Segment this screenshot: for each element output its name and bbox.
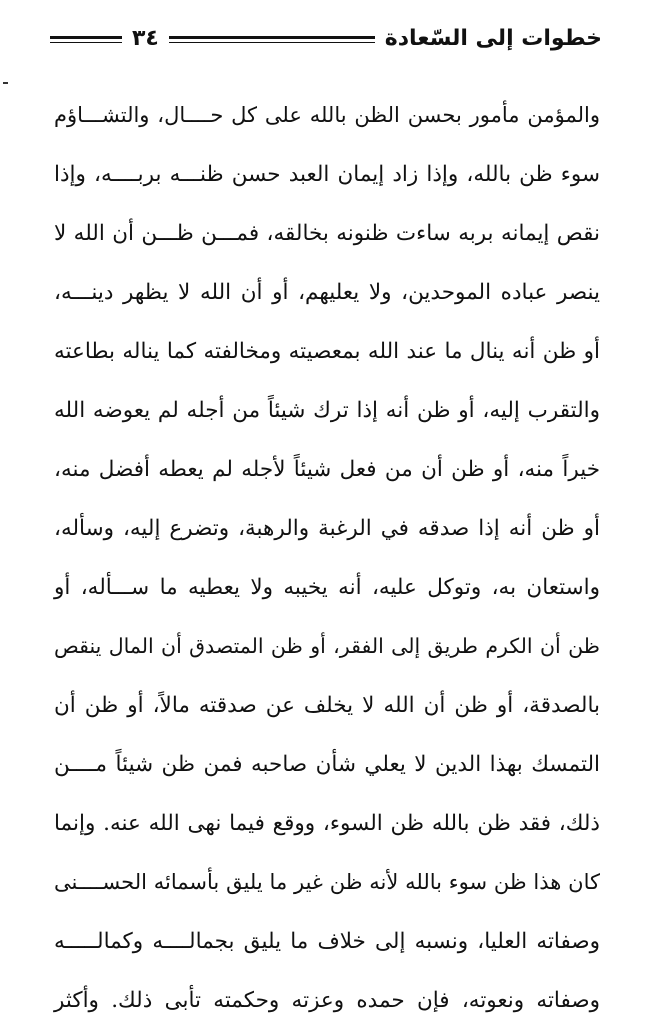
- header-rule-short: [50, 36, 122, 43]
- body-paragraph: [54, 86, 600, 1030]
- book-title: خطوات إلى السّعادة: [384, 26, 602, 51]
- text-line: وصفاته ونعوته، فإن حمده وعزته وحكمته تأبى ذلك. وأكثر: [54, 988, 600, 1013]
- text-line: نقص إيمانه بربه ساءت ظنونه بخالقه، فمـــن ظـــن أن الله لا: [54, 221, 600, 246]
- text-line: خيراً منه، أو ظن أن من فعل شيئاً لأجله لم يعطه أفضل منه،: [54, 457, 600, 482]
- text-line: كان هذا ظن سوء بالله لأنه ظن غير ما يليق بأسمائه الحســــنى: [54, 870, 600, 894]
- header-rule-long: [169, 36, 375, 43]
- scan-margin-mark: [3, 82, 8, 84]
- page-number: ٣٤: [132, 26, 159, 51]
- running-header: [50, 20, 602, 58]
- text-line: ظن أن الكرم طريق إلى الفقر، أو ظن المتصدق أن المال ينقص: [54, 634, 600, 658]
- text-line: التمسك بهذا الدين لا يعلي شأن صاحبه فمن ظن شيئاً مــــن: [54, 752, 600, 777]
- text-line: سوء ظن بالله، وإذا زاد إيمان العبد حسن ظنـــه بربــــه، وإذا: [54, 162, 600, 187]
- text-line: بالصدقة، أو ظن أن الله لا يخلف عن صدقته مالاً، أو ظن أن: [54, 693, 600, 718]
- text-line: والمؤمن مأمور بحسن الظن بالله على كل حــــال، والتشـــاؤم: [54, 103, 600, 127]
- text-line: واستعان به، وتوكل عليه، أنه يخيبه ولا يعطيه ما ســـأله، أو: [54, 575, 600, 600]
- text-line: وصفاته العليا، ونسبه إلى خلاف ما يليق بجمالــــه وكمالـــــه: [54, 929, 600, 954]
- text-line: ذلك، فقد ظن بالله ظن السوء، ووقع فيما نهى الله عنه. وإنما: [54, 811, 600, 836]
- text-line: أو ظن أنه إذا صدقه في الرغبة والرهبة، وتضرع إليه، وسأله،: [54, 516, 600, 541]
- text-line: ينصر عباده الموحدين، ولا يعليهم، أو أن الله لا يظهر دينـــه،: [54, 280, 600, 305]
- text-line: أو ظن أنه ينال ما عند الله بمعصيته ومخالفته كما يناله بطاعته: [54, 339, 600, 364]
- text-line: والتقرب إليه، أو ظن أنه إذا ترك شيئاً من أجله لم يعوضه الله: [54, 398, 600, 423]
